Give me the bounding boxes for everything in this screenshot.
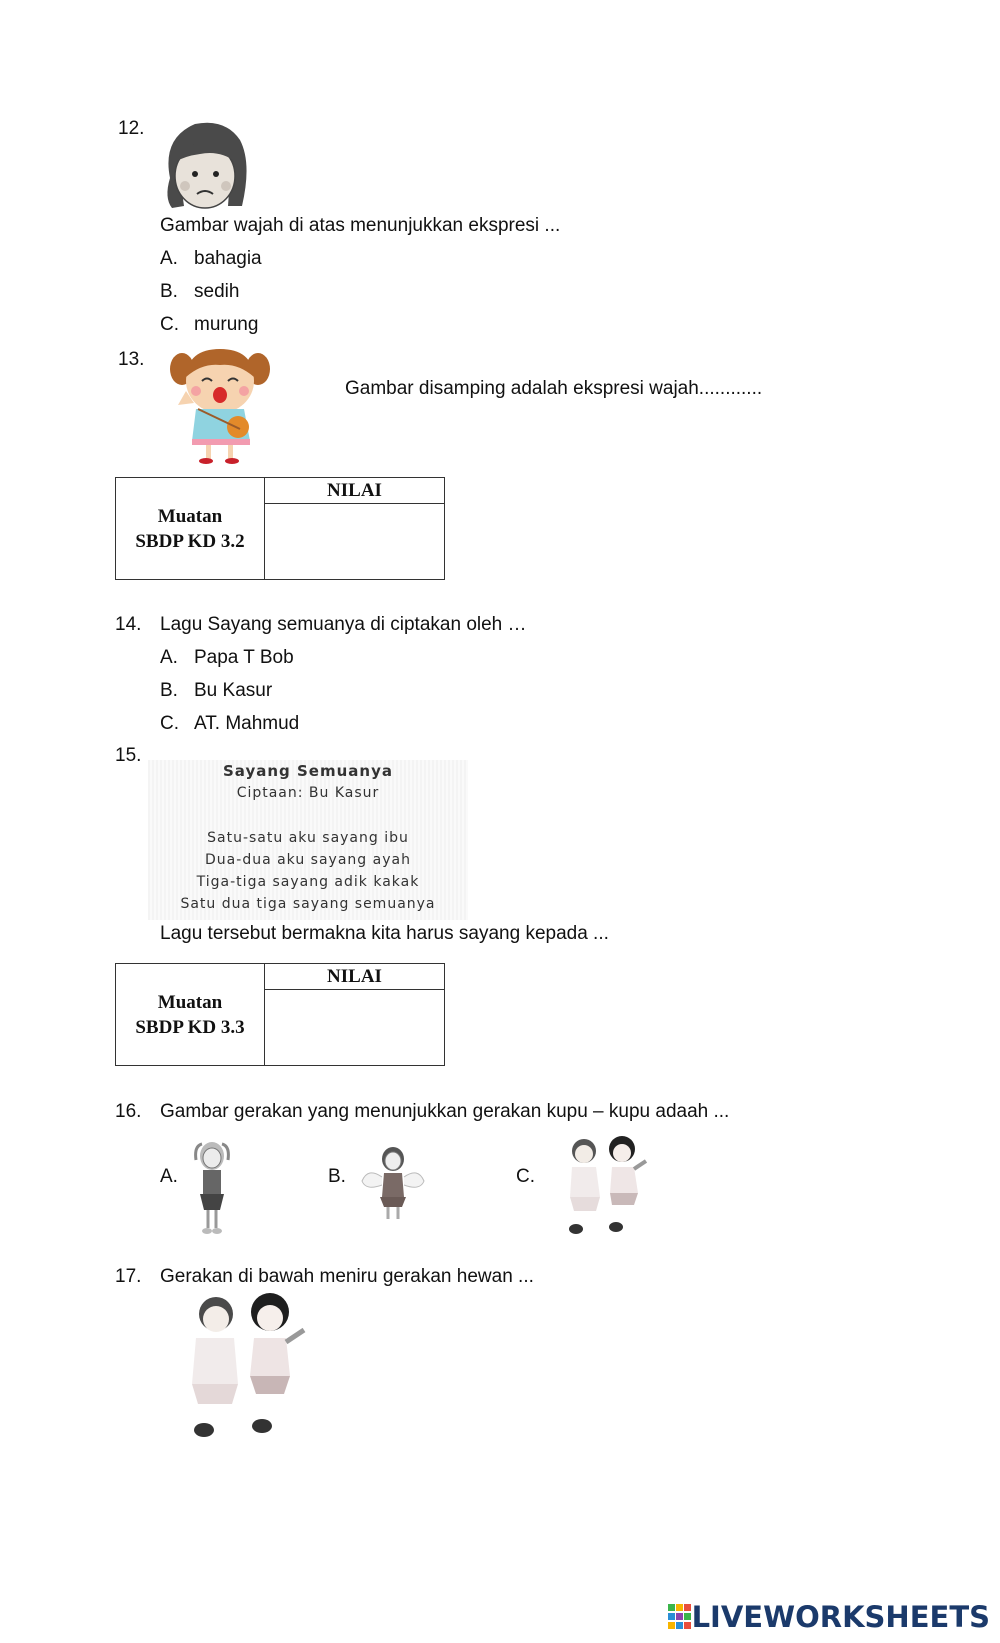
score-table-label-line1: Muatan — [157, 505, 223, 527]
q14-number: 14. — [115, 614, 142, 635]
score-table-label-line2: SBDP KD 3.2 — [135, 530, 245, 552]
q17-number: 17. — [115, 1266, 142, 1287]
happy-girl-illustration — [168, 343, 272, 467]
q12-option-b-letter: B. — [160, 281, 178, 302]
song-line-4: Satu dua tiga sayang semuanya — [180, 896, 436, 912]
q14-question: Lagu Sayang semuanya di ciptakan oleh … — [160, 614, 527, 635]
q16-question: Gambar gerakan yang menunjukkan gerakan kupu – kupu adaah ... — [160, 1101, 730, 1122]
q13-number: 13. — [118, 349, 145, 370]
score-table-label — [116, 478, 265, 579]
q16-option-c-letter[interactable]: C. — [516, 1166, 535, 1187]
score-table-value-cell[interactable] — [265, 990, 444, 1065]
score-table-kd-3-2 — [115, 477, 445, 580]
q14-option-b-letter: B. — [160, 680, 178, 701]
q14-option-a-text[interactable]: Papa T Bob — [194, 647, 294, 668]
q14-option-c-text[interactable]: AT. Mahmud — [194, 713, 300, 734]
song-lyrics-image — [148, 760, 468, 920]
score-table-header: NILAI — [265, 964, 444, 990]
q12-option-c-text[interactable]: murung — [194, 314, 259, 335]
song-title: Sayang Semuanya — [223, 762, 393, 780]
song-line-2: Dua-dua aku sayang ayah — [205, 852, 411, 868]
q14-option-b-text[interactable]: Bu Kasur — [194, 680, 273, 701]
score-table-label — [116, 964, 265, 1065]
liveworksheets-logo-icon — [668, 1604, 692, 1630]
score-table-label-line2: SBDP KD 3.3 — [135, 1016, 245, 1038]
q13-question: Gambar disamping adalah ekspresi wajah............ — [345, 378, 763, 399]
girl-arms-out-image — [358, 1145, 428, 1225]
q16-number: 16. — [115, 1101, 142, 1122]
q15-number: 15. — [115, 745, 142, 766]
liveworksheets-logo-text: LIVEWORKSHEETS — [691, 1600, 990, 1634]
q12-number: 12. — [118, 118, 145, 139]
two-kids-hopping-large-image — [178, 1292, 310, 1444]
two-kids-hopping-image — [560, 1135, 650, 1240]
q16-option-b-letter[interactable]: B. — [328, 1166, 346, 1187]
song-line-1: Satu-satu aku sayang ibu — [207, 830, 409, 846]
song-line-3: Tiga-tiga sayang adik kakak — [196, 874, 420, 890]
q17-question: Gerakan di bawah meniru gerakan hewan ... — [160, 1266, 534, 1287]
girl-hands-on-head-image — [190, 1138, 234, 1238]
q12-question: Gambar wajah di atas menunjukkan ekspresi ... — [160, 215, 561, 236]
liveworksheets-logo — [668, 1597, 990, 1637]
score-table-header: NILAI — [265, 478, 444, 504]
q12-option-b-text[interactable]: sedih — [194, 281, 240, 302]
score-table-kd-3-3 — [115, 963, 445, 1066]
score-table-label-line1: Muatan — [157, 991, 223, 1013]
q14-option-c-letter: C. — [160, 713, 179, 734]
score-table-value-cell[interactable] — [265, 504, 444, 579]
q12-option-a-text[interactable]: bahagia — [194, 248, 262, 269]
q15-question: Lagu tersebut bermakna kita harus sayang kepada ... — [160, 923, 609, 944]
q14-option-a-letter: A. — [160, 647, 178, 668]
q16-option-a-letter[interactable]: A. — [160, 1166, 178, 1187]
song-composer: Ciptaan: Bu Kasur — [236, 785, 380, 801]
q12-option-c-letter: C. — [160, 314, 179, 335]
q12-option-a-letter: A. — [160, 248, 178, 269]
sad-face-illustration — [160, 118, 250, 214]
